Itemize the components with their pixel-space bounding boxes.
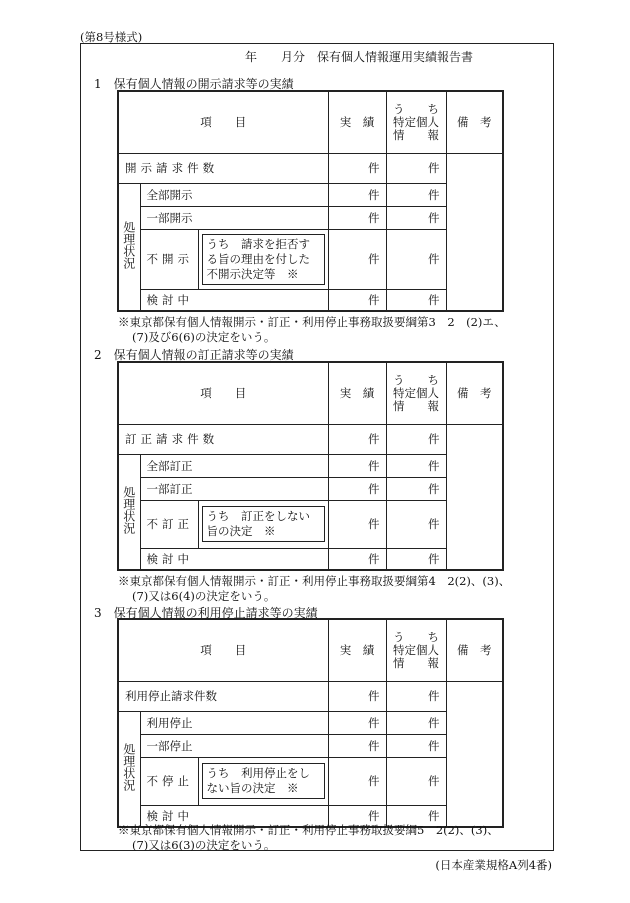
- unit-cell: 件: [328, 289, 386, 311]
- unit-cell: 件: [386, 229, 446, 289]
- unit-cell: 件: [386, 289, 446, 311]
- unit-cell: 件: [328, 805, 386, 827]
- side-label: 処理状況: [121, 221, 136, 270]
- unit-cell: 件: [328, 229, 386, 289]
- unit-cell: 件: [386, 500, 446, 548]
- refuse-label: 不訂正: [140, 500, 198, 548]
- row-label: 全部開示: [140, 183, 328, 206]
- unit-cell: 件: [386, 477, 446, 500]
- unit-cell: 件: [328, 757, 386, 805]
- header-uchi: う ち 特定個人 情 報: [386, 362, 446, 424]
- footer-note: (日本産業規格A列4番): [435, 858, 552, 872]
- row-label: 一部訂正: [140, 477, 328, 500]
- header-item: 項 目: [118, 91, 328, 153]
- refuse-note: うち 訂正をしない旨の決定 ※: [202, 506, 325, 542]
- row-label: 一部停止: [140, 734, 328, 757]
- side-label-cell: [118, 183, 140, 311]
- biko-cell: [446, 424, 503, 570]
- refuse-note-cell: [198, 229, 328, 289]
- unit-cell: 件: [386, 548, 446, 570]
- header-uchi: う ち 特定個人 情 報: [386, 91, 446, 153]
- section-2-table: [117, 361, 504, 571]
- unit-cell: 件: [386, 153, 446, 183]
- unit-cell: 件: [328, 477, 386, 500]
- side-label-cell: [118, 454, 140, 570]
- section-3-heading: 3 保有個人情報の利用停止請求等の実績: [94, 606, 318, 620]
- refuse-label: 不停止: [140, 757, 198, 805]
- unit-cell: 件: [386, 183, 446, 206]
- unit-cell: 件: [328, 500, 386, 548]
- unit-cell: 件: [386, 734, 446, 757]
- biko-cell: [446, 153, 503, 311]
- section-3-table: [117, 618, 504, 828]
- pending-label: 検討中: [140, 289, 328, 311]
- header-item: 項 目: [118, 362, 328, 424]
- unit-cell: 件: [386, 454, 446, 477]
- refuse-note: うち 利用停止をしない旨の決定 ※: [202, 763, 325, 799]
- section-1-table: [117, 90, 504, 312]
- pending-label: 検討中: [140, 805, 328, 827]
- unit-cell: 件: [328, 548, 386, 570]
- biko-cell: [446, 681, 503, 827]
- header-item: 項 目: [118, 619, 328, 681]
- pending-label: 検討中: [140, 548, 328, 570]
- unit-cell: 件: [328, 734, 386, 757]
- unit-cell: 件: [328, 183, 386, 206]
- row-label: 一部開示: [140, 206, 328, 229]
- section-1-note: ※東京都保有個人情報開示・訂正・利用停止事務取扱要綱第3 2 (2)エ、 (7)及び6(6)の決定をいう。: [118, 315, 506, 344]
- row-label: 全部訂正: [140, 454, 328, 477]
- header-jisseki: 実 績: [328, 91, 386, 153]
- header-biko: 備 考: [446, 619, 503, 681]
- header-biko: 備 考: [446, 362, 503, 424]
- header-jisseki: 実 績: [328, 362, 386, 424]
- unit-cell: 件: [328, 711, 386, 734]
- document-title: 年 月分 保有個人情報運用実績報告書: [245, 50, 474, 64]
- refuse-note: うち 請求を拒否する旨の理由を付した不開示決定等 ※: [202, 234, 325, 285]
- unit-cell: 件: [386, 206, 446, 229]
- section-1-heading: 1 保有個人情報の開示請求等の実績: [94, 77, 294, 91]
- unit-cell: 件: [328, 454, 386, 477]
- refuse-note-cell: [198, 757, 328, 805]
- unit-cell: 件: [386, 805, 446, 827]
- form-label: (第8号様式): [80, 30, 143, 44]
- header-biko: 備 考: [446, 91, 503, 153]
- row-label: 利用停止: [140, 711, 328, 734]
- unit-cell: 件: [386, 424, 446, 454]
- side-label: 処理状況: [121, 486, 136, 535]
- header-uchi: う ち 特定個人 情 報: [386, 619, 446, 681]
- unit-cell: 件: [328, 153, 386, 183]
- refuse-note-cell: [198, 500, 328, 548]
- unit-cell: 件: [386, 757, 446, 805]
- unit-cell: 件: [328, 424, 386, 454]
- count-label: 訂正請求件数: [118, 424, 328, 454]
- side-label-cell: [118, 711, 140, 827]
- unit-cell: 件: [328, 681, 386, 711]
- section-3-note: ※東京都保有個人情報開示・訂正・利用停止事務取扱要綱5 2(2)、(3)、 (7)又は6(3)の決定をいう。: [118, 823, 499, 852]
- section-2-heading: 2 保有個人情報の訂正請求等の実績: [94, 348, 294, 362]
- side-label: 処理状況: [121, 743, 136, 792]
- header-jisseki: 実 績: [328, 619, 386, 681]
- unit-cell: 件: [386, 681, 446, 711]
- unit-cell: 件: [386, 711, 446, 734]
- count-label: 開示請求件数: [118, 153, 328, 183]
- section-2-note: ※東京都保有個人情報開示・訂正・利用停止事務取扱要綱第4 2(2)、(3)、 (7)又は6(4)の決定をいう。: [118, 574, 511, 603]
- refuse-label: 不開示: [140, 229, 198, 289]
- count-label: 利用停止請求件数: [118, 681, 328, 711]
- unit-cell: 件: [328, 206, 386, 229]
